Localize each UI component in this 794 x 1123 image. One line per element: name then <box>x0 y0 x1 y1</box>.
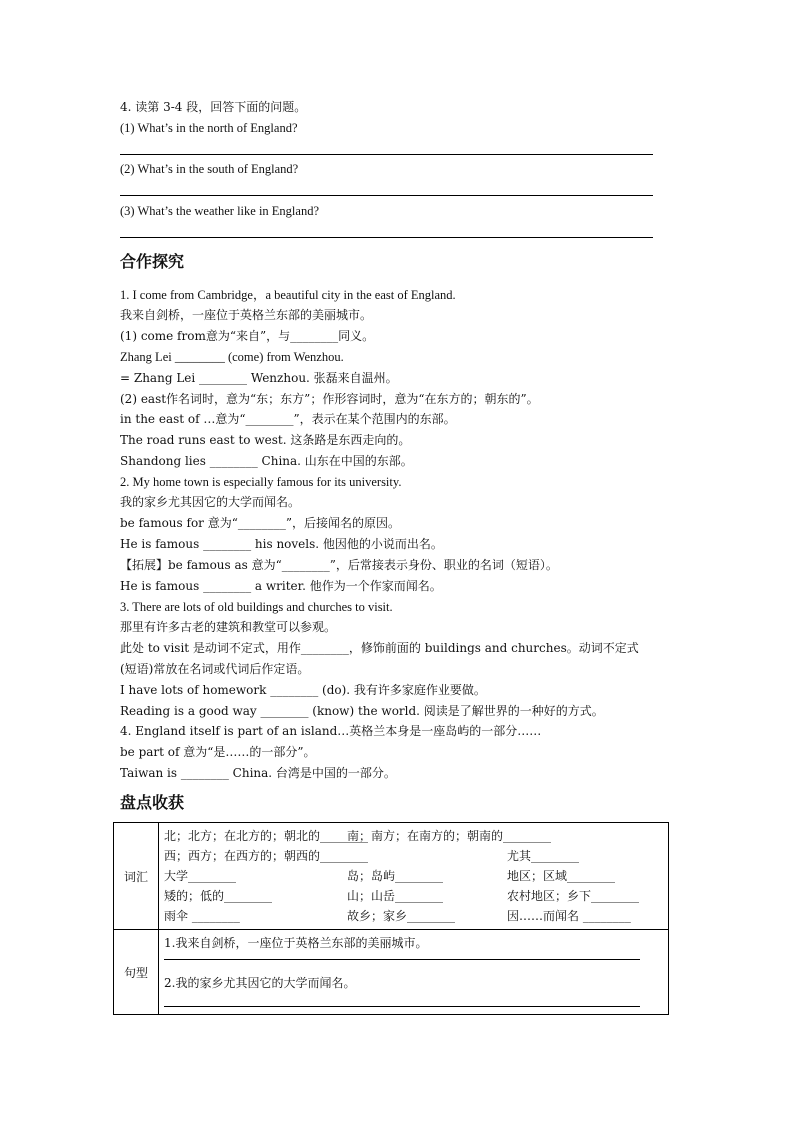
answer-line-3[interactable] <box>120 237 653 238</box>
coop-line: 我来自剑桥，一座位于英格兰东部的美丽城市。 <box>120 308 373 322</box>
vocab-item[interactable]: 南；南方；在南方的；朝南的________ <box>347 829 552 843</box>
vocab-cell <box>159 823 669 930</box>
section-heading-cooperation: 合作探究 <box>120 252 185 271</box>
answer-line-1[interactable] <box>120 154 653 155</box>
coop-line: Zhang Lei ________ (come) from Wenzhou. <box>120 350 344 364</box>
coop-line: I have lots of homework ________ (do). 我有许多家庭作业要做。 <box>120 683 486 697</box>
question-2: (2) What’s in the south of England? <box>120 162 299 176</box>
coop-line: be famous for 意为“________”，后接闻名的原因。 <box>120 516 400 530</box>
coop-line: 我的家乡尤其因它的大学而闻名。 <box>120 495 301 509</box>
sentence-cell <box>159 930 669 1015</box>
coop-line: 3. There are lots of old buildings and churches to visit. <box>120 600 393 614</box>
coop-line: He is famous ________ his novels. 他因他的小说而出名。 <box>120 537 443 551</box>
vocab-item[interactable]: 因……而闻名 ________ <box>507 909 631 923</box>
question-3: (3) What’s the weather like in England? <box>120 204 320 218</box>
coop-line: 【拓展】be famous as 意为“________”，后常接表示身份、职业的名词（短语）。 <box>120 558 558 572</box>
vocab-item[interactable]: 北；北方；在北方的；朝北的________ <box>164 829 369 843</box>
coop-line: Taiwan is ________ China. 台湾是中国的一部分。 <box>120 766 396 780</box>
sentence-label: 句型 <box>114 930 159 1015</box>
answer-line-2[interactable] <box>120 195 653 196</box>
sentence-answer-line[interactable] <box>164 1006 640 1007</box>
vocab-grid <box>160 824 667 928</box>
section-heading-summary: 盘点收获 <box>120 793 185 812</box>
coop-line: 4. England itself is part of an island…英格兰本身是一座岛屿的一部分…… <box>120 724 542 738</box>
vocab-item[interactable]: 山；山岳________ <box>347 889 444 903</box>
vocab-item[interactable]: 地区；区域________ <box>507 869 616 883</box>
coop-line: = Zhang Lei ________ Wenzhou. 张磊来自温州。 <box>120 371 398 385</box>
vocab-item[interactable]: 农村地区；乡下________ <box>507 889 640 903</box>
vocab-item[interactable]: 岛；岛屿________ <box>347 869 444 883</box>
vocab-item <box>347 847 507 865</box>
vocab-item[interactable]: 故乡；家乡________ <box>347 909 456 923</box>
vocab-item[interactable]: 矮的；低的________ <box>164 889 273 903</box>
sentence-list <box>160 931 667 1013</box>
question-1: (1) What’s in the north of England? <box>120 121 298 135</box>
reading-task: 4. 读第 3-4 段，回答下面的问题。 <box>120 100 307 114</box>
coop-line: Reading is a good way ________ (know) the world. 阅读是了解世界的一种好的方式。 <box>120 704 604 718</box>
summary-table <box>113 822 669 1015</box>
vocab-item[interactable]: 雨伞 ________ <box>164 909 240 923</box>
coop-line: in the east of …意为“________”，表示在某个范围内的东部。 <box>120 412 456 426</box>
vocab-row <box>114 823 669 930</box>
coop-line: The road runs east to west. 这条路是东西走向的。 <box>120 433 411 447</box>
coop-line: (1) come from意为“来自”，与________同义。 <box>120 329 375 343</box>
coop-line: 此处 to visit 是动词不定式，用作________，修饰前面的 buildings and churches。动词不定式 <box>120 641 639 655</box>
coop-line: (2) east作名词时，意为“东；东方”；作形容词时，意为“在东方的；朝东的”。 <box>120 392 539 406</box>
coop-line: 那里有许多古老的建筑和教堂可以参观。 <box>120 620 337 634</box>
sentence-item: 1.我来自剑桥，一座位于英格兰东部的美丽城市。 <box>164 936 428 950</box>
coop-line: He is famous ________ a writer. 他作为一个作家而闻名。 <box>120 579 442 593</box>
sentence-item: 2.我的家乡尤其因它的大学而闻名。 <box>164 976 356 990</box>
coop-line: (短语)常放在名词或代词后作定语。 <box>120 662 310 676</box>
coop-line: Shandong lies ________ China. 山东在中国的东部。 <box>120 454 413 468</box>
sentence-row <box>114 930 669 1015</box>
coop-line: 1. I come from Cambridge，a beautiful city in the east of England. <box>120 288 456 302</box>
vocab-label: 词汇 <box>114 823 159 930</box>
vocab-item[interactable]: 大学________ <box>164 869 237 883</box>
coop-line: be part of 意为“是……的一部分”。 <box>120 745 316 759</box>
vocab-item[interactable]: 尤其________ <box>507 849 580 863</box>
sentence-answer-line[interactable] <box>164 959 640 960</box>
coop-line: 2. My home town is especially famous for its university. <box>120 475 402 489</box>
vocab-item[interactable]: 西；西方；在西方的；朝西的________ <box>164 849 369 863</box>
